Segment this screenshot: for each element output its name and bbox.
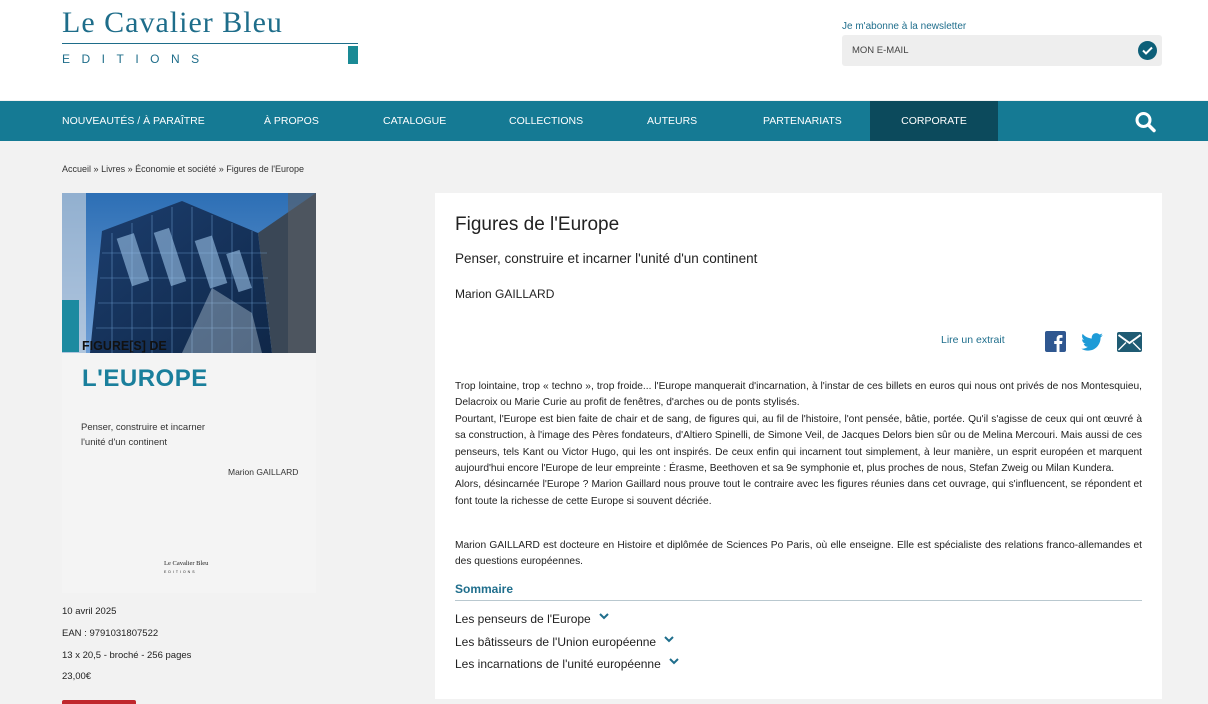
page-title: Figures de l'Europe xyxy=(455,214,620,235)
twitter-icon xyxy=(1081,333,1103,351)
chevron-down-icon xyxy=(664,636,674,643)
sommaire-item-label: Les penseurs de l'Europe xyxy=(455,612,591,626)
logo-title: Le Cavalier Bleu xyxy=(62,6,283,39)
chevron-down-icon xyxy=(599,613,609,620)
newsletter-label: Je m'abonne à la newsletter xyxy=(842,21,967,32)
breadcrumb-separator: » xyxy=(218,164,224,174)
book-details-panel xyxy=(435,193,1162,699)
book-subtitle: Penser, construire et incarner l'unité d'un continent xyxy=(455,251,758,266)
main-nav xyxy=(0,101,1208,141)
logo[interactable] xyxy=(62,6,362,68)
breadcrumb-separator: » xyxy=(127,164,133,174)
logo-subtitle: EDITIONS xyxy=(62,52,211,66)
share-email-button[interactable] xyxy=(1117,332,1142,357)
share-twitter-button[interactable] xyxy=(1081,333,1103,356)
cover-title-top: FIGURE[S] DE xyxy=(82,339,167,353)
cover-author: Marion GAILLARD xyxy=(228,467,299,477)
price: 23,00€ xyxy=(62,671,92,682)
sommaire-heading: Sommaire xyxy=(455,582,514,596)
description-paragraph: Alors, désincarnée l'Europe ? Marion Gaillard nous prouve tout le contraire avec les figures réunies dans cet ouvrage, qui s'influencent, se répondent et font toute la richesse de cette Europe si souvent décriée. xyxy=(455,479,1142,507)
description-paragraph: Trop lointaine, trop « techno », trop froide... l'Europe manquerait d'incarnation, à l'instar de ces billets en euros qui nous ont privés de nos Montesquieu, Delacroix ou Marie Curie au profit de fenêtres, d'arches ou de ponts stylisés. xyxy=(455,381,1142,409)
newsletter-email-input[interactable] xyxy=(842,35,1132,66)
nav-item-collections[interactable]: COLLECTIONS xyxy=(509,115,584,127)
breadcrumb xyxy=(62,164,304,174)
breadcrumb-item-livres[interactable]: Livres xyxy=(101,164,126,174)
breadcrumb-item-category[interactable]: Économie et société xyxy=(135,164,217,174)
check-circle-icon xyxy=(1142,46,1153,55)
search-button[interactable] xyxy=(1134,111,1158,133)
nav-item-partenariats[interactable]: PARTENARIATS xyxy=(763,115,842,127)
cover-title-main: L'EUROPE xyxy=(82,365,208,392)
email-icon xyxy=(1117,332,1142,352)
book-format: 13 x 20,5 - broché - 256 pages xyxy=(62,650,192,661)
nav-item-catalogue[interactable]: CATALOGUE xyxy=(383,115,447,127)
read-excerpt-link[interactable]: Lire un extrait xyxy=(941,334,1005,346)
book-description xyxy=(455,379,1142,510)
search-icon xyxy=(1134,111,1158,133)
breadcrumb-separator: » xyxy=(93,164,99,174)
sommaire-item-batisseurs[interactable] xyxy=(455,635,674,649)
cover-photo xyxy=(62,193,316,353)
newsletter-box xyxy=(842,35,1162,66)
breadcrumb-item-current: Figures de l'Europe xyxy=(226,164,304,174)
cover-subtitle-line1: Penser, construire et incarner xyxy=(81,422,206,433)
logo-divider xyxy=(62,43,358,44)
cover-accent-tab xyxy=(62,300,79,352)
sommaire-item-penseurs[interactable] xyxy=(455,612,609,626)
nav-item-a-propos[interactable]: À PROPOS xyxy=(264,115,319,127)
share-facebook-button[interactable] xyxy=(1045,331,1066,357)
breadcrumb-item-home[interactable]: Accueil xyxy=(62,164,92,174)
publication-date: 10 avril 2025 xyxy=(62,606,117,617)
site-header xyxy=(0,0,1208,100)
sommaire-item-label: Les incarnations de l'unité européenne xyxy=(455,657,661,671)
ean: EAN : 9791031807522 xyxy=(62,628,159,639)
cover-publisher-logo: Le Cavalier Bleu xyxy=(164,560,209,567)
buy-button[interactable] xyxy=(62,700,136,704)
book-cover[interactable] xyxy=(62,193,316,593)
chevron-down-icon xyxy=(669,658,679,665)
sommaire-item-label: Les bâtisseurs de l'Union européenne xyxy=(455,635,657,649)
author-bio: Marion GAILLARD est docteure en Histoire et diplômée de Sciences Po Paris, où elle enseigne. Elle est spécialiste des relations franco-allemandes et des questions européennes. xyxy=(455,540,1142,568)
logo-mark xyxy=(348,46,358,64)
newsletter-form xyxy=(842,21,1162,32)
sommaire-item-incarnations[interactable] xyxy=(455,657,679,671)
nav-item-nouveautes[interactable]: NOUVEAUTÉS / À PARAÎTRE xyxy=(62,115,205,127)
nav-item-auteurs[interactable]: AUTEURS xyxy=(647,115,698,127)
cover-subtitle-line2: l'unité d'un continent xyxy=(81,437,168,448)
facebook-icon xyxy=(1045,331,1066,352)
sommaire-divider xyxy=(455,600,1142,601)
description-paragraph: Pourtant, l'Europe est bien faite de chair et de sang, de figures qui, au fil de l'histoire, l'ont pensée, bâtie, portée. Qu'il s'agisse de ceux qui ont œuvré à sa construction, à l'image des Pères fondateurs, d'Altiero Spinelli, de Simone Veil, de Jacques Delors bien sûr ou de Melina Mercouri. Mais aussi de ces penseurs, tels Kant ou Victor Hugo, qui les ont inspirés. De ceux enfin qui incarnent tout simplement, à leur manière, un esprit européen et marquent aujourd'hui encore l'Europe de leur empreinte : Érasme, Beethoven et sa 9e symphonie et, plus proches de nous, Stefan Zweig ou Milan Kundera. xyxy=(455,413,1142,475)
cover-publisher-sub: EDITIONS xyxy=(164,570,197,574)
newsletter-submit-button[interactable] xyxy=(1138,41,1157,60)
nav-item-corporate[interactable]: CORPORATE xyxy=(870,101,998,141)
book-author[interactable]: Marion GAILLARD xyxy=(455,287,555,301)
